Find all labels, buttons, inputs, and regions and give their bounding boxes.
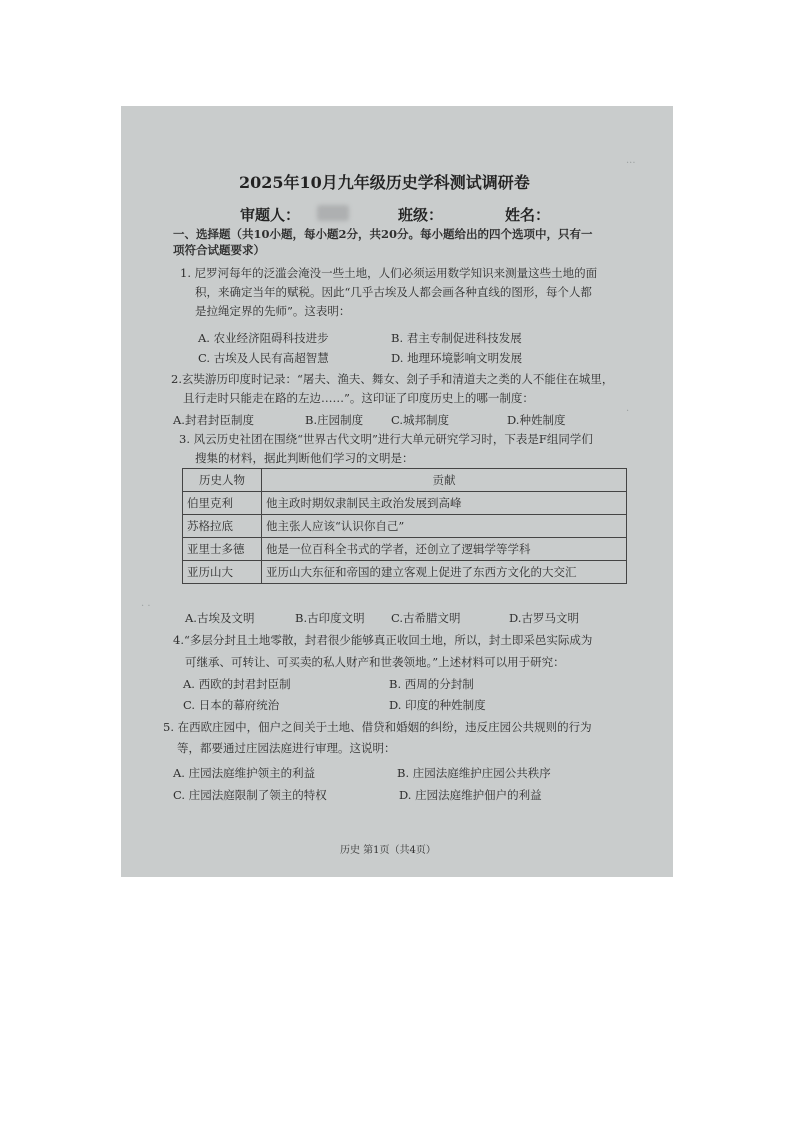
bleed-through-mark: ·: [626, 406, 630, 417]
table-cell-contribution: 他主政时期奴隶制民主政治发展到高峰: [262, 492, 627, 515]
table-row: [183, 538, 627, 561]
q1-option-a: A. 农业经济阻碍科技进步: [198, 331, 329, 345]
q4-option-d: D. 印度的种姓制度: [389, 698, 486, 712]
bleed-through-mark: ···: [626, 158, 636, 169]
q5-option-c: C. 庄园法庭限制了领主的特权: [173, 788, 327, 802]
q3-option-b: B.古印度文明: [295, 611, 365, 625]
table-cell-person: 苏格拉底: [183, 515, 262, 538]
q3-stem-line2: 搜集的材料，据此判断他们学习的文明是：: [195, 451, 414, 465]
q4-option-b: B. 西周的分封制: [389, 677, 474, 691]
q3-option-c: C.古希腊文明: [391, 611, 461, 625]
q1-option-d: D. 地理环境影响文明发展: [391, 351, 523, 365]
bleed-through-mark: · ·: [141, 601, 151, 612]
section-heading: 一、选择题（共10小题，每小题2分，共20分。每小题给出的四个选项中，只有一: [173, 227, 593, 241]
table-header-cell: 历史人物: [183, 469, 262, 492]
q2-stem-line2: 且行走时只能走在路的左边……”。这印证了印度历史上的哪一制度：: [183, 391, 534, 405]
q3-option-a: A.古埃及文明: [185, 611, 255, 625]
q4-option-c: C. 日本的幕府统治: [183, 698, 280, 712]
q3-stem: 3. 风云历史社团在围绕“世界古代文明”进行大单元研究学习时，下表是F组同学们: [179, 432, 593, 446]
redacted-name-patch: [317, 205, 349, 221]
table-row: [183, 561, 627, 584]
table-cell-contribution: 他主张人应该“认识你自己”: [262, 515, 627, 538]
table-row: [183, 515, 627, 538]
reviewer-label: 审题人：: [240, 206, 301, 224]
q5-stem-line2: 等，都要通过庄园法庭进行审理。这说明：: [177, 741, 396, 755]
q5-option-b: B. 庄园法庭维护庄园公共秩序: [397, 766, 551, 780]
q1-option-b: B. 君主专制促进科技发展: [391, 331, 522, 345]
q2-option-a: A.封君封臣制度: [173, 413, 254, 427]
q5-stem: 5. 在西欧庄园中，佃户之间关于土地、借贷和婚姻的纠纷，违反庄园公共规则的行为: [163, 720, 592, 734]
q3-option-d: D.古罗马文明: [509, 611, 579, 625]
class-label: 班级：: [398, 206, 444, 224]
exam-photo: [121, 106, 673, 877]
q5-option-a: A. 庄园法庭维护领主的利益: [173, 766, 316, 780]
q4-option-a: A. 西欧的封君封臣制: [183, 677, 291, 691]
table-cell-contribution: 亚历山大东征和帝国的建立客观上促进了东西方文化的大交汇: [262, 561, 627, 584]
table-header-row: [183, 469, 627, 492]
q1-stem-line2: 积，来确定当年的赋税。因此“几乎古埃及人都会画各种直线的图形，每个人都: [195, 285, 592, 299]
q1-stem: 1. 尼罗河每年的泛滥会淹没一些土地，人们必须运用数学知识来测量这些土地的面: [180, 266, 598, 280]
table-cell-person: 伯里克利: [183, 492, 262, 515]
q1-option-c: C. 古埃及人民有高超智慧: [198, 351, 329, 365]
table-header-cell: 贡献: [262, 469, 627, 492]
q2-option-b: B.庄园制度: [305, 413, 364, 427]
q4-stem-line2: 可继承、可转让、可买卖的私人财产和世袭领地。”上述材料可以用于研究：: [185, 655, 565, 669]
table-cell-contribution: 他是一位百科全书式的学者，还创立了逻辑学等学科: [262, 538, 627, 561]
q2-option-d: D.种姓制度: [507, 413, 566, 427]
name-label: 姓名：: [505, 206, 551, 224]
q1-stem-line3: 是拉绳定界的先师”。这表明：: [195, 304, 351, 318]
q2-stem: 2.玄奘游历印度时记录：“屠夫、渔夫、舞女、刽子手和清道夫之类的人不能住在城里，: [171, 372, 614, 386]
table-cell-person: 亚里士多德: [183, 538, 262, 561]
page-footer: 历史 第1页（共4页）: [340, 845, 436, 856]
q3-material-table: [182, 468, 627, 584]
section-heading-cont: 项符合试题要求）: [173, 243, 265, 257]
table-cell-person: 亚历山大: [183, 561, 262, 584]
table-row: [183, 492, 627, 515]
q2-option-c: C.城邦制度: [391, 413, 450, 427]
q5-option-d: D. 庄园法庭维护佃户的利益: [399, 788, 542, 802]
exam-title: 2025年10月九年级历史学科测试调研卷: [239, 173, 530, 192]
q4-stem: 4.“多层分封且土地零散，封君很少能够真正收回土地，所以，封土即采邑实际成为: [173, 633, 593, 647]
